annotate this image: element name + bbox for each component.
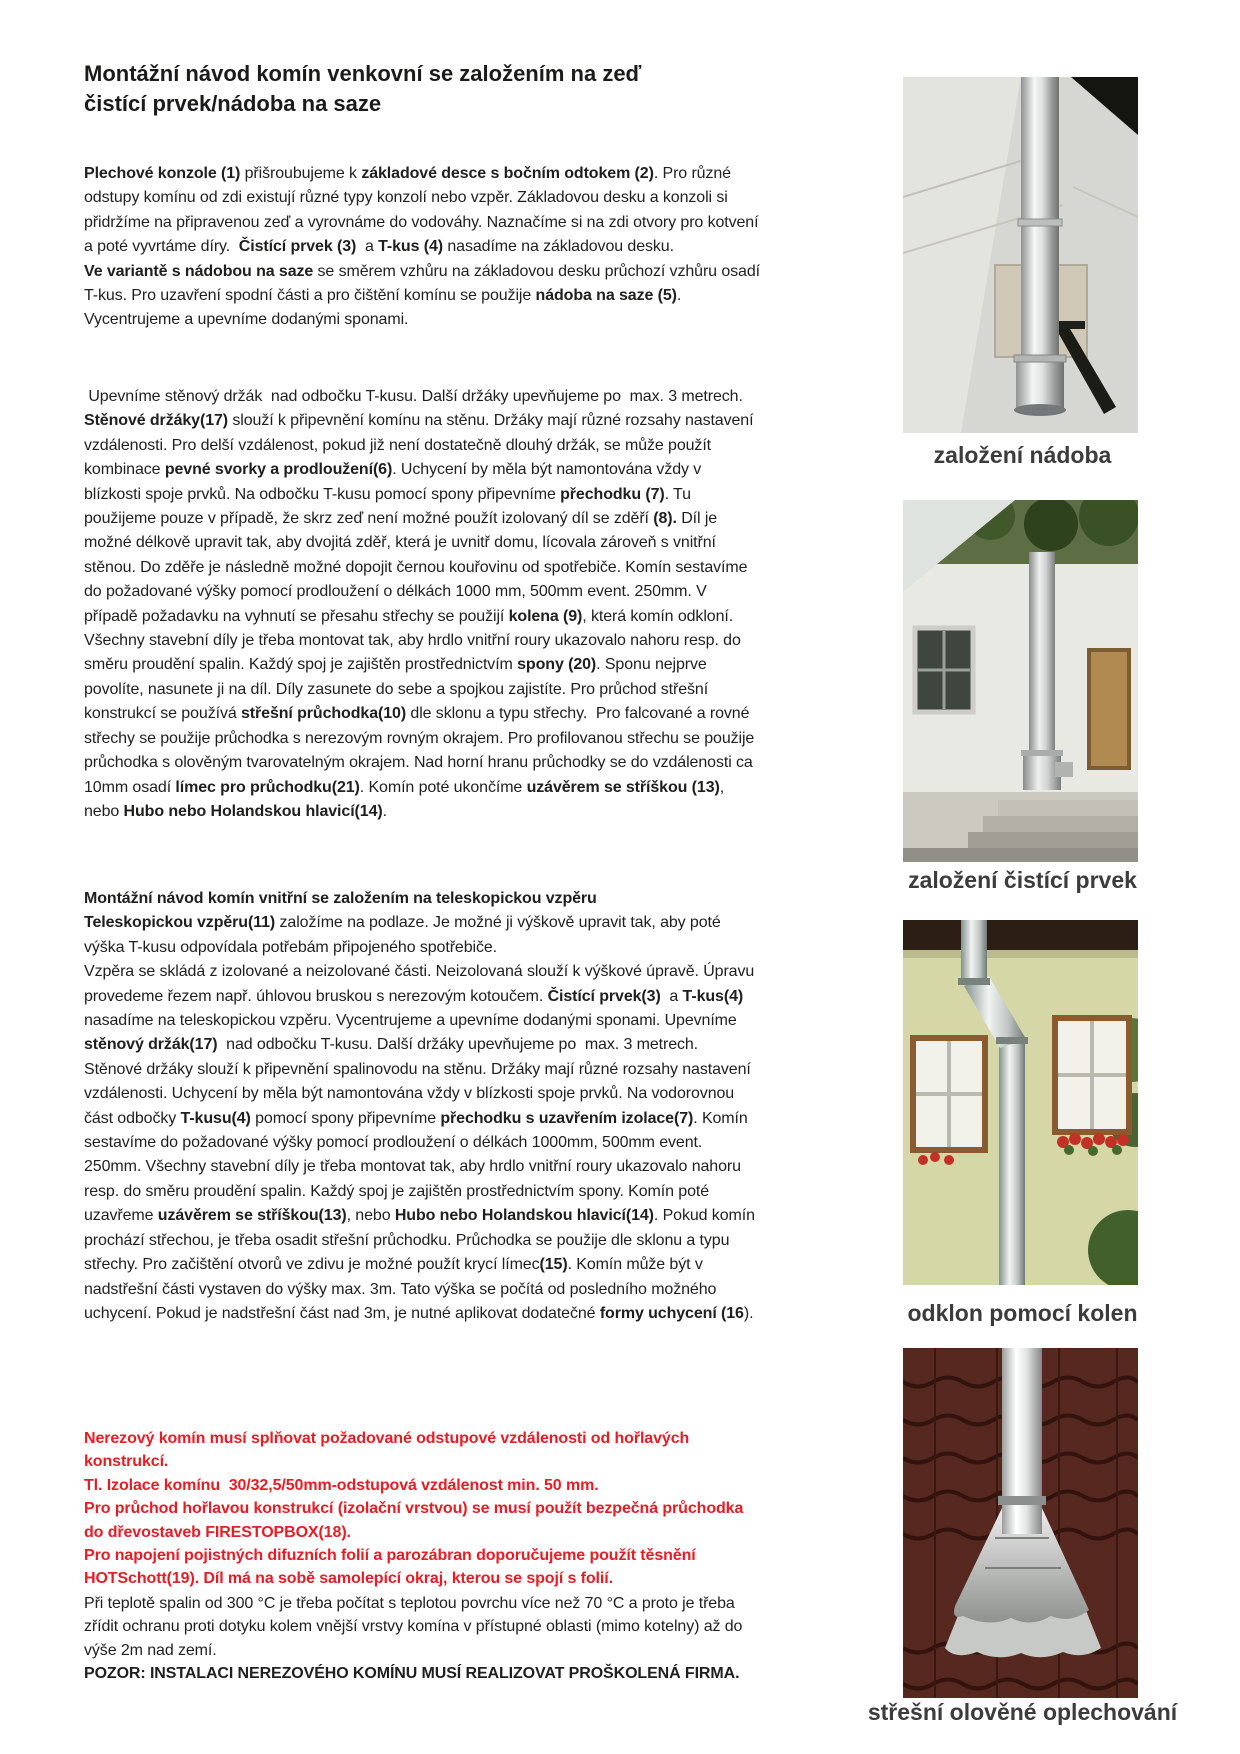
paragraph-fire-safety-warning: Nerezový komín musí splňovat požadované odstupové vzdálenosti od hořlavých konstrukcí. Tl. Izolace komínu 30/32,5/50mm-odstupová vzdálenost min. 50 mm. Pro průchod hořlavou konstrukcí (izolační vrstvou) se musí použít bezpečná průchodka do dřevostaveb FIRESTOPBOX(18). Pro napojení pojistných difuzních folií a parozábran doporučujeme použít těsnění HOTSchott(19). Díl má na sobě samolepící okraj, kterou se spojí s folií.: [84, 1430, 744, 1588]
figure-caption-cleaning-element: založení čistící prvek: [908, 867, 1137, 893]
paragraph-wall-holders: Upevníme stěnový držák nad odbočku T-kusu. Další držáky upevňujeme po max. 3 metrech. Stěnové držáky(17) slouží k připevnění komínu na stěnu. Držáky mají různé rozsahy nastavení vzdálenosti. Pro delší vzdálenost, pokud již není dostatečně dlouhý držák, se může použít kombinace pevné svorky a prodloužení(6). Uchycení by měla být namontována vždy v blízkosti spoje prvků. Na odbočku T-kusu pomocí spony připevníme přechodku (7). Tu použijeme pouze v případě, že skrz zeď není možné použít izolovaný díl se zděří (8). Díl je možné délkově upravit tak, aby dvojitá zděř, která je uvnitř domu, lícovala zároveň s vnitřní stěnou. Do zděře je následně možné dopojit černou kouřovinu od spotřebiče. Komín sestavíme do požadované výšky pomocí prodloužení o délkách 1000 mm, 500mm event. 250mm. V případě požadavku na vyhnutí se přesahu střechy se použijí kolena (9), která komín odkloní. Všechny stavební díly je třeba montovat tak, aby hrdlo vnitřní roury ukazovalo nahoru resp. do směru proudění spalin. Každý spoj je zajištěn prostřednictvím spony (20). Sponu nejprve povolíte, nasunete ji na díl. Díly zasunete do sebe a spojkou zajistíte. Pro průchod střešní konstrukcí se používá střešní průchodka(10) dle sklonu a typu střechy. Pro falcované a rovné střechy se použije průchodka s nerezovým rovným okrajem. Pro profilovanou střechu se použije průchodka s olověným tvarovatelným okrajem. Nad horní hranu průchodky se do vzdálenosti ca 10mm osadí límec pro průchodku(21). Komín poté ukončíme uzávěrem se stříškou (13), nebo Hubo nebo Holandskou hlavicí(14).: [84, 388, 755, 820]
figure-caption-roof-flashing: střešní olověné oplechování: [867, 1699, 1178, 1725]
figure-cleaning-element: [903, 500, 1138, 862]
photo-cleaning-element: [903, 500, 1138, 862]
figure-elbow-offset: [903, 920, 1138, 1285]
page-title: [84, 59, 774, 119]
photo-chimney-wall-base: [903, 77, 1138, 433]
paragraph-foundation-wall: Plechové konzole (1) přišroubujeme k základové desce s bočním odtokem (2). Pro různé odstupy komínu od zdi existují různé typy konzolí nebo vzpěr. Základovou desku a konzoli si přidržíme na připravenou zeď a vyrovnáme do vodováhy. Naznačíme si na zdi otvory pro kotvení a poté vyvrtáme díry. Čistící prvek (3) a T-kus (4) nasadíme na základovou desku. Ve variantě s nádobou na saze se směrem vzhůru na základovou desku průchozí vzhůru osadí T-kus. Pro uzavření spodní části a pro čištění komínu se použije nádoba na saze (5). Vycentrujeme a upevníme dodanými sponami.: [84, 165, 760, 329]
figure-roof-flashing: [903, 1348, 1138, 1698]
page-title-line1: Montážní návod komín venkovní se založením na zeď: [84, 60, 642, 86]
figure-caption-elbow-offset: odklon pomocí kolen: [907, 1300, 1138, 1326]
figure-caption-base-container: založení nádoba: [933, 442, 1112, 468]
page-title-line2: čistící prvek/nádoba na saze: [84, 90, 382, 116]
paragraph-interior-telescopic: Montážní návod komín vnitřní se založením na teleskopickou vzpěru Teleskopickou vzpěru(11) založíme na podlaze. Je možné ji výškově upravit tak, aby poté výška T-kusu odpovídala potřebám připojeného spotřebiče. Vzpěra se skládá z izolované a neizolované části. Neizolovaná slouží k výškové úpravě. Úpravu provedeme řezem např. úhlovou bruskou s nerezovým kotoučem. Čistící prvek(3) a T-kus(4) nasadíme na teleskopickou vzpěru. Vycentrujeme a upevníme dodanými sponami. Upevníme stěnový držák(17) nad odbočku T-kusu. Další držáky upevňujeme po max. 3 metrech. Stěnové držáky slouží k připevnění spalinovodu na stěnu. Držáky mají různé rozsahy nastavení vzdálenosti. Uchycení by měla být namontována vždy v blízkosti spoje prvků. Na vodorovnou část odbočky T-kusu(4) pomocí spony připevníme přechodku s uzavřením izolace(7). Komín sestavíme do požadované výšky pomocí prodloužení o délkách 1000mm, 500mm event. 250mm. Všechny stavební díly je třeba montovat tak, aby hrdlo vnitřní roury ukazovalo nahoru resp. do směru proudění spalin. Každý spoj je zajištěn prostřednictvím spony. Komín poté uzavřeme uzávěrem se stříškou(13), nebo Hubo nebo Holandskou hlavicí(14). Pokud komín prochází střechou, je třeba osadit střešní průchodku. Průchodka se použije dle sklonu a typu střechy. Pro začištění otvorů ve zdivu je možné použít krycí límec(15). Komín může být v nadstřešní části vystaven do výšky max. 3m. Tato výška se počítá od posledního možného uchycení. Pokud je nadstřešní část nad 3m, je nutné aplikovat dodatečné formy uchycení (16).: [84, 890, 755, 1322]
photo-roof-flashing: [903, 1348, 1138, 1698]
paragraph-surface-temperature: Při teplotě spalin od 300 °C je třeba počítat s teplotou povrchu více než 70 °C a proto je třeba zřídit ochranu proti dotyku kolem vnější vrstvy komína v přístupné oblasti (mimo kotelny) až do výše 2m nad zemí. POZOR: INSTALACI NEREZOVÉHO KOMÍNU MUSÍ REALIZOVAT PROŠKOLENÁ FIRMA.: [84, 1595, 743, 1683]
photo-elbow-offset: [903, 920, 1138, 1285]
figure-chimney-wall-base: [903, 77, 1138, 433]
